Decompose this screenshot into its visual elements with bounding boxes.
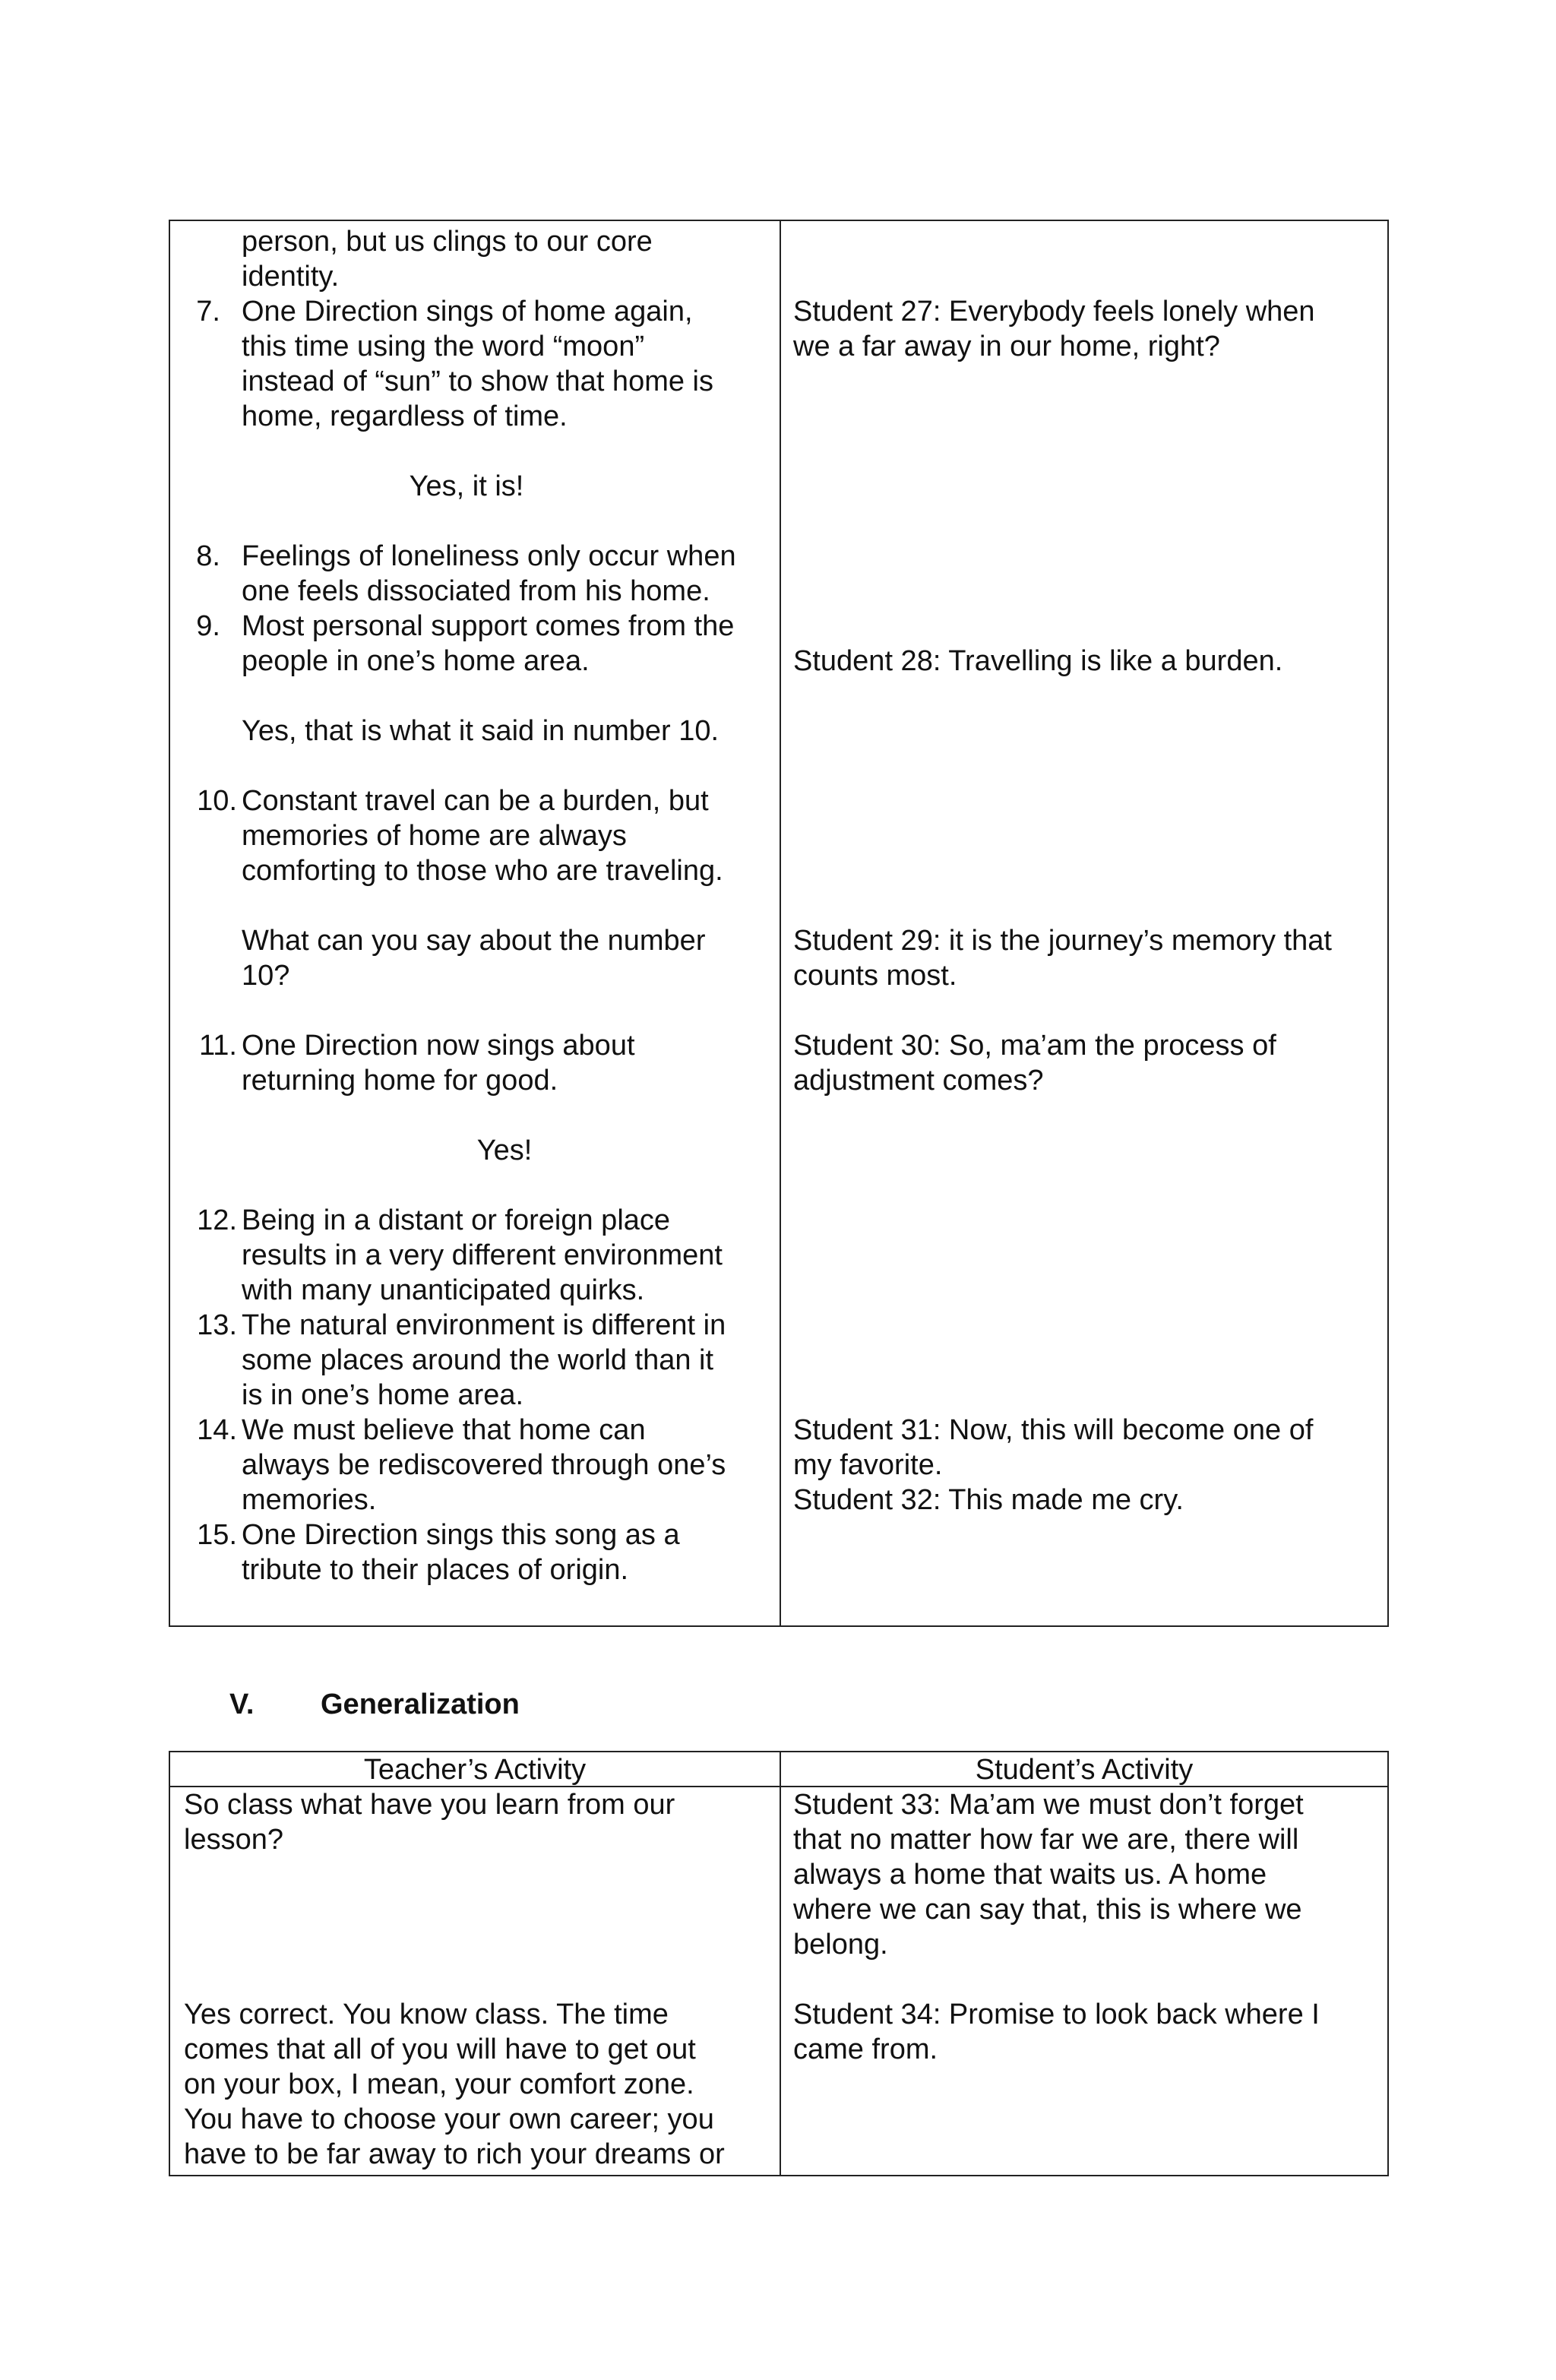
item-text: Most personal support comes from the	[242, 610, 735, 642]
item-number: 8.	[196, 540, 220, 572]
teacher-response: Yes, that is what it said in number 10.	[242, 715, 719, 747]
student-33-response: always a home that waits us. A home	[793, 1859, 1267, 1891]
teacher-question: So class what have you learn from our	[184, 1789, 675, 1821]
item-text: is in one’s home area.	[242, 1379, 524, 1411]
teacher-response: Yes!	[476, 1135, 533, 1166]
item-number: 10.	[197, 785, 237, 817]
student-34-response: came from.	[793, 2033, 938, 2065]
item-text: returning home for good.	[242, 1065, 558, 1097]
continuation-line: person, but us clings to our core	[242, 226, 653, 258]
item-text: instead of “sun” to show that home is	[242, 366, 713, 397]
item-text: one feels dissociated from his home.	[242, 575, 710, 607]
student-34-response: Student 34: Promise to look back where I	[793, 1999, 1320, 2030]
item-text: memories of home are always	[242, 820, 627, 852]
generalization-table	[169, 1751, 1389, 2176]
student-31-response: my favorite.	[793, 1449, 943, 1481]
section-title: Generalization	[321, 1688, 520, 1720]
student-29-response: counts most.	[793, 960, 957, 992]
item-text: with many unanticipated quirks.	[242, 1274, 645, 1306]
student-28-response: Student 28: Travelling is like a burden.	[793, 645, 1283, 677]
student-30-response: adjustment comes?	[793, 1065, 1044, 1097]
teacher-response: Yes, it is!	[409, 470, 524, 502]
item-text: people in one’s home area.	[242, 645, 590, 677]
item-text: Feelings of loneliness only occur when	[242, 540, 736, 572]
student-27-response: Student 27: Everybody feels lonely when	[793, 296, 1315, 328]
student-33-response: belong.	[793, 1929, 888, 1961]
item-text: Being in a distant or foreign place	[242, 1204, 671, 1236]
item-text: memories.	[242, 1484, 377, 1516]
student-32-response: Student 32: This made me cry.	[793, 1484, 1184, 1516]
student-30-response: Student 30: So, ma’am the process of	[793, 1030, 1276, 1062]
item-number: 14.	[197, 1414, 237, 1446]
item-text: some places around the world than it	[242, 1344, 714, 1376]
item-number: 9.	[196, 610, 220, 642]
teacher-question: What can you say about the number	[242, 925, 706, 957]
student-29-response: Student 29: it is the journey’s memory that	[793, 925, 1332, 957]
column-divider	[780, 1752, 781, 2175]
item-number: 12.	[197, 1204, 237, 1236]
teacher-activity-header: Teacher’s Activity	[363, 1754, 587, 1786]
column-divider	[780, 221, 781, 1625]
item-text: tribute to their places of origin.	[242, 1554, 629, 1586]
item-text: Constant travel can be a burden, but	[242, 785, 709, 817]
item-number: 13.	[197, 1309, 237, 1341]
item-text: One Direction sings this song as a	[242, 1519, 680, 1551]
teacher-statement: comes that all of you will have to get out	[184, 2033, 696, 2065]
student-31-response: Student 31: Now, this will become one of	[793, 1414, 1314, 1446]
item-text: this time using the word “moon”	[242, 331, 645, 362]
item-number: 15.	[197, 1519, 237, 1551]
item-text: home, regardless of time.	[242, 400, 568, 432]
student-activity-header: Student’s Activity	[975, 1754, 1194, 1786]
student-27-response: we a far away in our home, right?	[793, 331, 1220, 362]
item-text: always be rediscovered through one’s	[242, 1449, 726, 1481]
teacher-statement: on your box, I mean, your comfort zone.	[184, 2068, 694, 2100]
item-text: One Direction now sings about	[242, 1030, 635, 1062]
student-33-response: Student 33: Ma’am we must don’t forget	[793, 1789, 1304, 1821]
teacher-statement: You have to choose your own career; you	[184, 2103, 714, 2135]
teacher-question: lesson?	[184, 1824, 283, 1856]
item-number: 7.	[196, 296, 220, 328]
activity-table-continued	[169, 220, 1389, 1627]
teacher-statement: have to be far away to rich your dreams or	[184, 2138, 725, 2170]
item-text: comforting to those who are traveling.	[242, 855, 723, 887]
teacher-question: 10?	[242, 960, 290, 992]
student-33-response: where we can say that, this is where we	[793, 1894, 1302, 1926]
section-numeral: V.	[229, 1688, 255, 1720]
continuation-line: identity.	[242, 261, 340, 293]
teacher-statement: Yes correct. You know class. The time	[184, 1999, 669, 2030]
student-33-response: that no matter how far we are, there will	[793, 1824, 1299, 1856]
item-text: The natural environment is different in	[242, 1309, 726, 1341]
item-text: One Direction sings of home again,	[242, 296, 693, 328]
item-number: 11.	[198, 1030, 237, 1062]
item-text: We must believe that home can	[242, 1414, 646, 1446]
item-text: results in a very different environment	[242, 1239, 723, 1271]
